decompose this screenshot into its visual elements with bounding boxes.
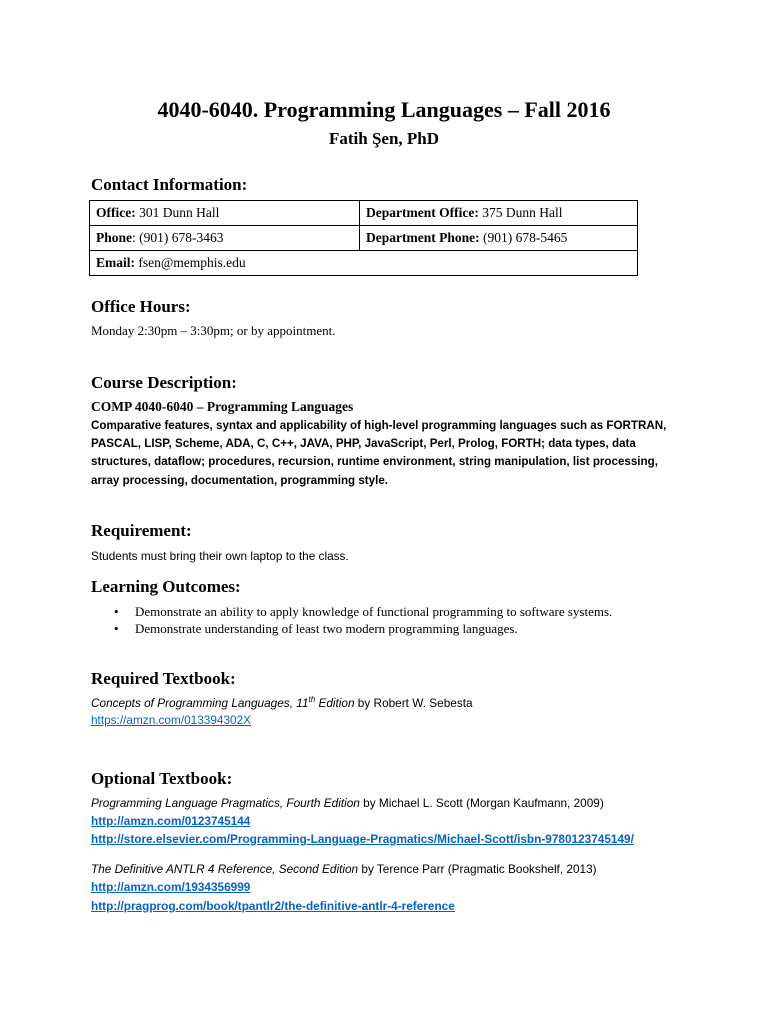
required-textbook-citation xyxy=(91,695,711,711)
office-hours-heading: Office Hours: xyxy=(91,297,191,316)
office-cell xyxy=(90,201,360,226)
required-textbook-author: by Robert W. Sebesta xyxy=(354,696,473,710)
optional-textbook-heading: Optional Textbook: xyxy=(91,769,233,788)
document-title: 4040-6040. Programming Languages – Fall 2016 xyxy=(157,97,611,122)
optional-textbook-1-link-amazon[interactable]: http://amzn.com/0123745144 xyxy=(91,814,251,828)
bullet-icon: • xyxy=(114,604,119,619)
optional-textbook-1-citation xyxy=(91,795,711,811)
learning-outcomes-list xyxy=(91,603,691,637)
contact-table xyxy=(89,200,638,276)
optional-textbook-2-link-amazon[interactable]: http://amzn.com/1934356999 xyxy=(91,880,251,894)
outcome-text: Demonstrate understanding of least two modern programming languages. xyxy=(135,621,518,636)
office-label: Office: xyxy=(96,205,136,220)
course-description-text: Comparative features, syntax and applicability of high-level programming languages such as FORTRAN, PASCAL, LISP, Scheme, ADA, C, C++, JAVA, PHP, JavaScript, Perl, Prolog, FORTH; data types, data structures, dataflow; procedures, recursion, runtime environment, string manipulation, list processing, array processing, documentation, programming style. xyxy=(91,419,667,487)
office-value: 301 Dunn Hall xyxy=(135,205,220,220)
office-hours-text: Monday 2:30pm – 3:30pm; or by appointment. xyxy=(91,323,336,338)
table-row xyxy=(90,251,638,276)
dept-phone-label: Department Phone: xyxy=(366,230,480,245)
optional-textbook-2-link-pragprog[interactable]: http://pragprog.com/book/tpantlr2/the-definitive-antlr-4-reference xyxy=(91,899,455,913)
phone-cell xyxy=(90,226,360,251)
optional-textbook-2-citation xyxy=(91,861,711,877)
instructor-name: Fatih Şen, PhD xyxy=(328,129,440,148)
list-item xyxy=(91,620,691,637)
optional-textbook-2-title: The Definitive ANTLR 4 Reference, Second Edition xyxy=(91,862,359,876)
dept-office-label: Department Office: xyxy=(366,205,479,220)
requirement-heading: Requirement: xyxy=(91,521,192,540)
dept-office-cell xyxy=(360,201,638,226)
optional-textbook-1-title: Programming Language Pragmatics, Fourth Edition xyxy=(91,796,360,810)
dept-office-value: 375 Dunn Hall xyxy=(478,205,563,220)
course-description-heading: Course Description: xyxy=(91,373,237,392)
dept-phone-cell xyxy=(360,226,638,251)
email-label: Email: xyxy=(96,255,135,270)
required-textbook-link[interactable]: https://amzn.com/013394302X xyxy=(91,713,252,727)
course-title: COMP 4040-6040 – Programming Languages xyxy=(91,399,354,414)
phone-value: : (901) 678-3463 xyxy=(132,230,224,245)
learning-outcomes-heading: Learning Outcomes: xyxy=(91,577,241,596)
email-value[interactable]: fsen@memphis.edu xyxy=(135,255,246,270)
table-row xyxy=(90,226,638,251)
bullet-icon: • xyxy=(114,621,119,636)
optional-textbook-1-author: by Michael L. Scott (Morgan Kaufmann, 2009) xyxy=(359,796,604,810)
requirement-text: Students must bring their own laptop to the class. xyxy=(91,549,349,563)
dept-phone-value: (901) 678-5465 xyxy=(479,230,568,245)
phone-label: Phone xyxy=(96,230,133,245)
contact-heading: Contact Information: xyxy=(91,175,248,194)
required-textbook-title: Concepts of Programming Languages, 11th Edition xyxy=(91,695,355,710)
optional-textbook-2-author: by Terence Parr (Pragmatic Bookshelf, 2013) xyxy=(358,862,597,876)
email-cell xyxy=(90,251,638,276)
table-row xyxy=(90,201,638,226)
optional-textbook-1-link-elsevier[interactable]: http://store.elsevier.com/Programming-Language-Pragmatics/Michael-Scott/isbn-9780123745149/ xyxy=(91,832,634,846)
outcome-text: Demonstrate an ability to apply knowledge of functional programming to software systems. xyxy=(135,604,613,619)
list-item xyxy=(91,603,691,620)
required-textbook-heading: Required Textbook: xyxy=(91,669,236,688)
